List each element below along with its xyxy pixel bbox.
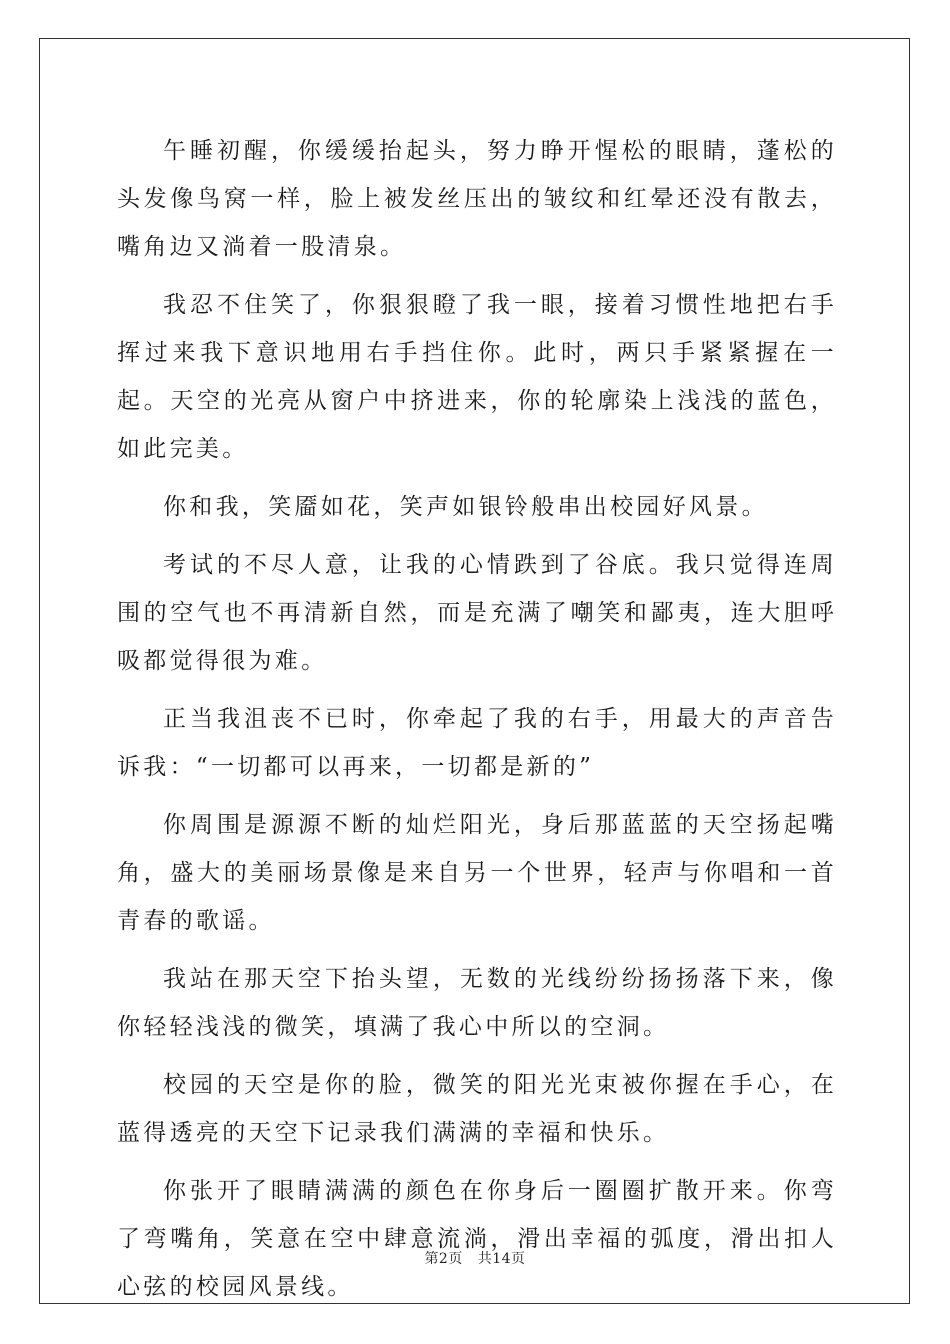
paragraph-7: 我站在那天空下抬头望，无数的光线纷纷扬扬落下来，像你轻轻浅浅的微笑，填满了我心中所以的空洞。 (117, 966, 837, 1040)
paragraph-8: 校园的天空是你的脸，微笑的阳光光束被你握在手心，在蓝得透亮的天空下记录我们满满的幸福和快乐。 (117, 1072, 837, 1146)
page-total: 共14页 (477, 1251, 526, 1267)
paragraph-9: 你张开了眼睛满满的颜色在你身后一圈圈扩散开来。你弯了弯嘴角，笑意在空中肆意流淌，滑出幸福的弧度，滑出扣人心弦的校园风景线。 (117, 1178, 837, 1300)
paragraph-1: 午睡初醒，你缓缓抬起头，努力睁开惺松的眼睛，蓬松的头发像鸟窝一样，脸上被发丝压出的皱纹和红晕还没有散去，嘴角边又淌着一股清泉。 (117, 138, 837, 260)
paragraph-2: 我忍不住笑了，你狠狠瞪了我一眼，接着习惯性地把右手挥过来我下意识地用右手挡住你。此时，两只手紧紧握在一起。天空的光亮从窗户中挤进来，你的轮廓染上浅浅的蓝色，如此完美。 (117, 292, 837, 462)
paragraph-6: 你周围是源源不断的灿烂阳光，身后那蓝蓝的天空扬起嘴角，盛大的美丽场景像是来自另一个世界，轻声与你唱和一首青春的歌谣。 (117, 812, 837, 934)
page-footer (0, 1248, 950, 1268)
paragraph-5: 正当我沮丧不已时，你牵起了我的右手，用最大的声音告诉我：“一切都可以再来，一切都是新的” (117, 706, 837, 780)
paragraph-3: 你和我，笑靥如花，笑声如银铃般串出校园好风景。 (163, 494, 768, 520)
document-body (117, 127, 837, 1321)
paragraph-4: 考试的不尽人意，让我的心情跌到了谷底。我只觉得连周围的空气也不再清新自然，而是充满了嘲笑和鄙夷，连大胆呼吸都觉得很为难。 (117, 552, 837, 674)
page-number: 第2页 (424, 1251, 463, 1267)
